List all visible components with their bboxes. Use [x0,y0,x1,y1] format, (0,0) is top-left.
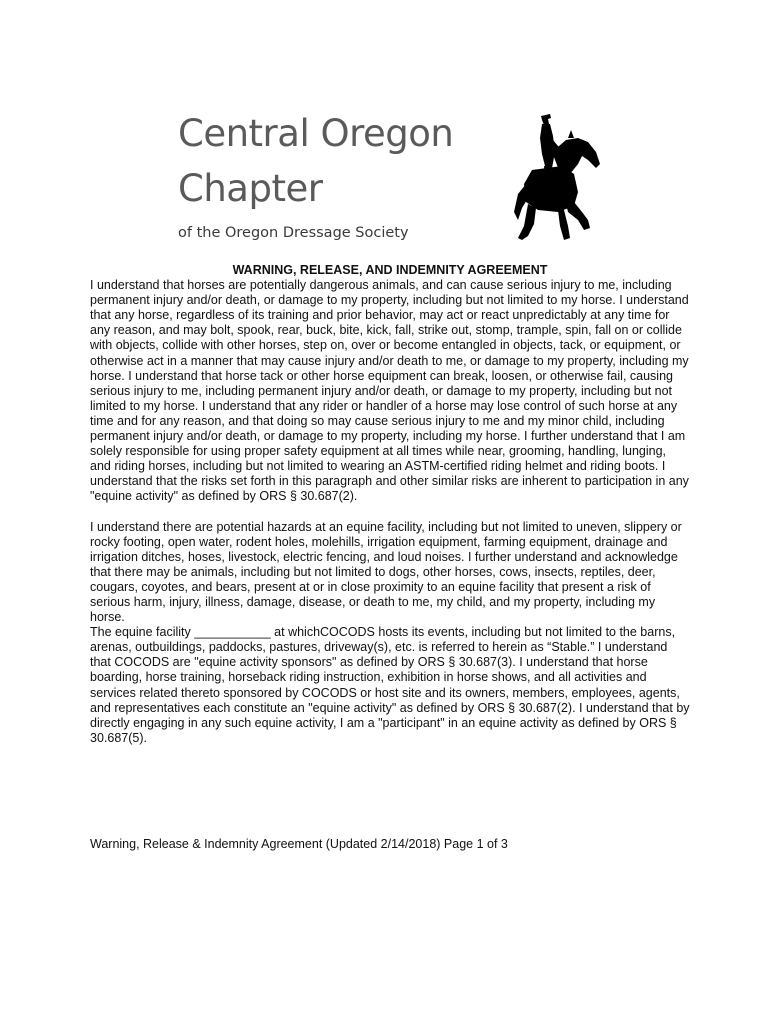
paragraph-stable-definition: The equine facility ___________ at whichCOCODS hosts its events, including but not limited to the barns, arenas, outbuildings, paddocks, pastures, driveway(s), etc. is referred to herein as “Stable.” I understand that COCODS are "equine activity sponsors" as defined by ORS § 30.687(3). I understand that horse boarding, horse training, horseback riding instruction, exhibition in horse shows, and all activities and services related thereto sponsored by COCODS or host site and its owners, members, employees, agents, and representatives each constitute an "equine activity" as defined by ORS § 30.687(2). I understand that by directly engaging in any such equine activity, I am a "participant" in an equine activity as defined by ORS § 30.687(5). [90,625,690,745]
logo-text-line2: Chapter [178,167,323,210]
dressage-horse-icon [508,108,604,244]
agreement-document [90,263,690,746]
logo-text-line3: of the Oregon Dressage Society [178,225,409,241]
paragraph-risks: I understand that horses are potentially dangerous animals, and can cause serious injury to me, including permanent injury and/or death, or damage to my property, including but not limited to my horse. I understand that any horse, regardless of its training and prior behavior, may act or react unpredictably at any time for any reason, and may bolt, spook, rear, buck, bite, kick, fall, strike out, stomp, trample, spin, fall on or collide with objects, collide with other horses, step on, over or become entangled in objects, tack, or equipment, or otherwise act in a manner that may cause injury and/or death to me, or damage to my property, including my horse. I understand that horse tack or other horse equipment can break, loosen, or otherwise fail, causing serious injury to me, including permanent injury and/or death, or damage to my property, including but not limited to my horse. I understand that any rider or handler of a horse may lose control of such horse at any time and for any reason, and that doing so may cause serious injury to me and my minor child, including permanent injury and/or death, or damage to my property, including my horse. I further understand that I am solely responsible for using proper safety equipment at all times while near, grooming, handling, lunging, and riding horses, including but not limited to wearing an ASTM-certified riding helmet and riding boots. I understand that the risks set forth in this paragraph and other similar risks are inherent to participation in any "equine activity" as defined by ORS § 30.687(2). [90,278,689,504]
agreement-title: WARNING, RELEASE, AND INDEMNITY AGREEMENT [232,263,548,277]
page-footer: Warning, Release & Indemnity Agreement (Updated 2/14/2018) Page 1 of 3 [90,837,508,851]
logo-text-line1: Central Oregon [178,112,454,155]
paragraph-facility-hazards: I understand there are potential hazards at an equine facility, including but not limited to uneven, slippery or rocky footing, open water, rodent holes, molehills, irrigation equipment, farming equipment, drainage and irrigation ditches, hoses, livestock, electric fencing, and loud noises. I further understand and acknowledge that there may be animals, including but not limited to dogs, other horses, cows, insects, reptiles, deer, cougars, coyotes, and bears, present at or in close proximity to an equine facility that present a risk of serious harm, injury, illness, damage, disease, or death to me, my child, and my property, including my horse. [90,519,682,625]
